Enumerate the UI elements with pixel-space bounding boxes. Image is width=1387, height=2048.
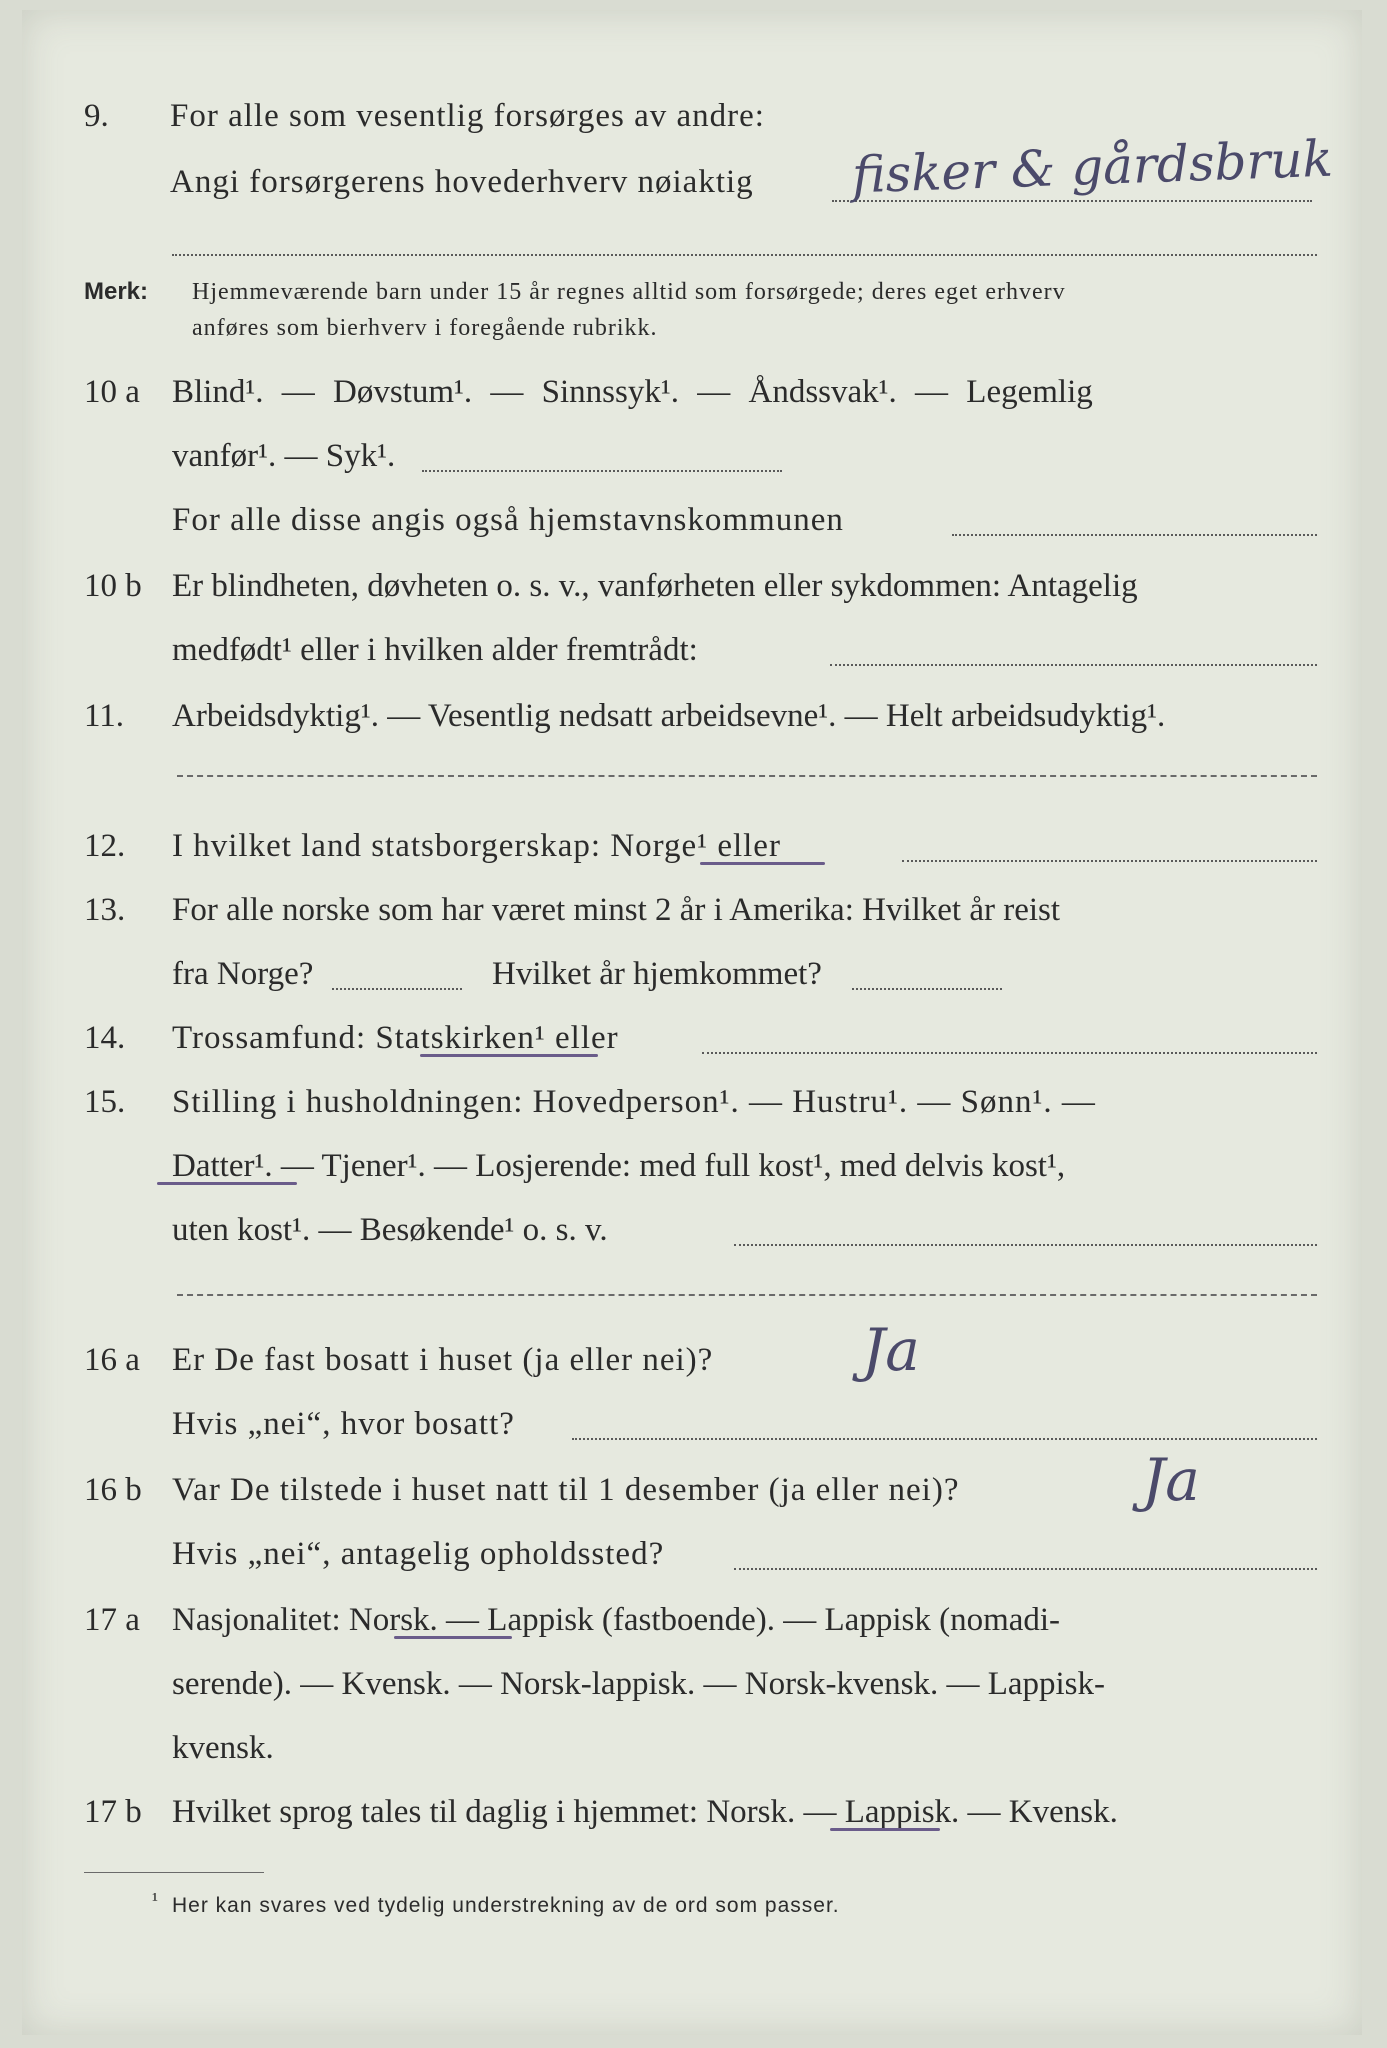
q15-line2: Datter¹. — Tjener¹. — Losjerende: med full kost¹, med delvis kost¹, (172, 1148, 1066, 1184)
q13-year-left-line (332, 988, 462, 990)
census-form-page (22, 10, 1362, 2035)
merk-label: Merk: (84, 278, 149, 305)
q17b-norsk-underline (830, 1828, 940, 1831)
q16b-number: 16 b (84, 1472, 142, 1508)
q12-answer-line (902, 860, 1317, 862)
q16a-number: 16 a (84, 1342, 140, 1378)
q12-number: 12. (84, 828, 126, 864)
q9-continuation-line (172, 254, 1317, 256)
q10b-answer-line (830, 664, 1317, 666)
q13-number: 13. (84, 892, 126, 928)
q16a-line1: Er De fast bosatt i huset (ja eller nei)? (172, 1342, 714, 1378)
q17a-line3: kvensk. (172, 1730, 274, 1766)
q13-line2b: Hvilket år hjemkommet? (492, 956, 822, 992)
q15-answer-line (734, 1244, 1317, 1246)
q10a-number: 10 a (84, 374, 140, 410)
q13-year-returned-line (852, 988, 1002, 990)
q15-line1: Stilling i husholdningen: Hovedperson¹. — Hustru¹. — Sønn¹. — (172, 1084, 1096, 1120)
q16b-handwritten-answer: Ja (1142, 1446, 1200, 1514)
q17a-line1: Nasjonalitet: Norsk. — Lappisk (fastboende). — Lappisk (nomadi- (172, 1602, 1061, 1638)
q12-norge-underline (700, 862, 825, 865)
q15-separator (177, 1294, 1317, 1296)
q10b-number: 10 b (84, 568, 142, 604)
q15-number: 15. (84, 1084, 126, 1120)
footnote-mark: ¹ (152, 1889, 158, 1911)
q16b-line1: Var De tilstede i huset natt til 1 desember (ja eller nei)? (172, 1472, 960, 1508)
q10a-line2: vanfør¹. — Syk¹. (172, 438, 396, 474)
footnote-rule (84, 1872, 264, 1873)
q10a-line3: For alle disse angis også hjemstavnskommunen (172, 502, 844, 538)
q9-handwritten-answer: fisker & gårdsbruk (851, 129, 1334, 205)
q14-answer-line (702, 1052, 1317, 1054)
q17a-line2: serende). — Kvensk. — Norsk-lappisk. — Norsk-kvensk. — Lappisk- (172, 1666, 1106, 1702)
q16a-answer-line (572, 1438, 1317, 1440)
q12-line1: I hvilket land statsborgerskap: Norge¹ eller (172, 828, 781, 864)
q10a-answer-line (422, 470, 782, 472)
merk-line1: Hjemmeværende barn under 15 år regnes alltid som forsørgede; deres eget erhverv (192, 279, 1066, 305)
q15-line3: uten kost¹. — Besøkende¹ o. s. v. (172, 1212, 608, 1248)
q16b-answer-line (734, 1568, 1317, 1570)
q10b-line2: medfødt¹ eller i hvilken alder fremtrådt: (172, 632, 698, 668)
merk-line2: anføres som bierhverv i foregående rubrikk. (192, 315, 658, 341)
q17a-norsk-underline (394, 1636, 512, 1639)
q11-number: 11. (84, 698, 125, 734)
q13-line2a: fra Norge? (172, 956, 314, 992)
q16b-line2: Hvis „nei“, antagelig opholdssted? (172, 1536, 665, 1572)
q10b-line1: Er blindheten, døvheten o. s. v., vanførheten eller sykdommen: Antagelig (172, 568, 1138, 604)
q10a-hometown-line (952, 534, 1317, 536)
q17b-line1: Hvilket sprog tales til daglig i hjemmet: Norsk. — Lappisk. — Kvensk. (172, 1794, 1118, 1830)
q16a-line2: Hvis „nei“, hvor bosatt? (172, 1406, 515, 1442)
q9-number: 9. (84, 98, 109, 134)
q17b-number: 17 b (84, 1794, 142, 1830)
q17a-number: 17 a (84, 1602, 140, 1638)
q13-line1: For alle norske som har været minst 2 år i Amerika: Hvilket år reist (172, 892, 1061, 928)
q9-line1: For alle som vesentlig forsørges av andre: (170, 98, 765, 134)
q10a-line1: Blind¹. — Døvstum¹. — Sinnssyk¹. — Åndssvak¹. — Legemlig (172, 374, 1093, 410)
q15-datter-underline (157, 1182, 297, 1185)
footnote-text: Her kan svares ved tydelig understrekning av de ord som passer. (172, 1894, 840, 1917)
q14-number: 14. (84, 1020, 126, 1056)
q11-separator (177, 775, 1317, 777)
q14-line1: Trossamfund: Statskirken¹ eller (172, 1020, 619, 1056)
q14-statskirken-underline (420, 1054, 598, 1057)
q11-line1: Arbeidsdyktig¹. — Vesentlig nedsatt arbeidsevne¹. — Helt arbeidsudyktig¹. (172, 698, 1166, 734)
q16a-handwritten-answer: Ja (862, 1316, 920, 1384)
q9-line2: Angi forsørgerens hovederhverv nøiaktig (170, 164, 754, 200)
